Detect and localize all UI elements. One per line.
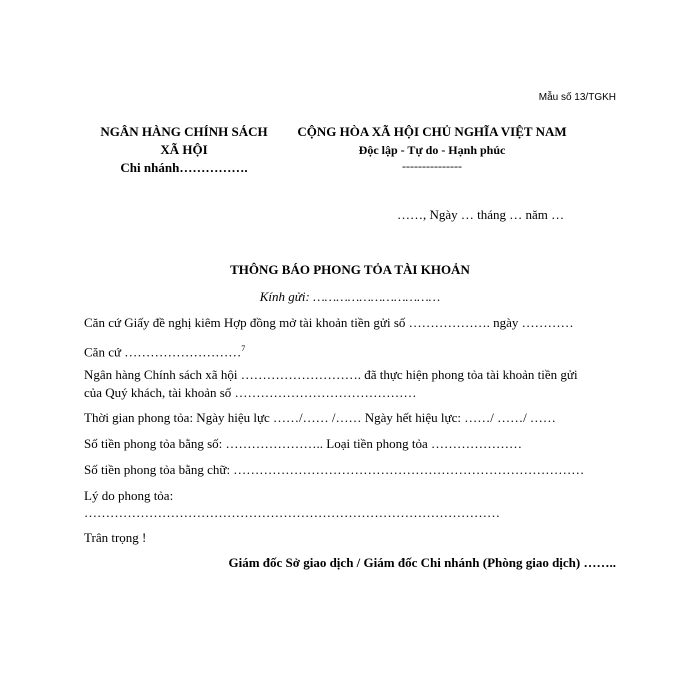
basis-line-1: Căn cứ Giấy đề nghị kiêm Hợp đồng mở tài khoản tiền gửi số ………………. ngày ………… (84, 315, 574, 330)
footnote-marker: 7 (241, 344, 246, 353)
national-header (287, 123, 577, 173)
bank-name-line2: XÃ HỘI (160, 142, 208, 157)
greeting-text: Kính gửi: …………………………… (259, 289, 441, 304)
date-line: ……, Ngày … tháng … năm … (397, 207, 565, 222)
basis-line-2 (84, 340, 245, 361)
basis-line-2-text: Căn cứ ……………………… (84, 344, 242, 360)
block-period-line: Thời gian phong tỏa: Ngày hiệu lực ……/…… /…… Ngày hết hiệu lực: ……/ ……/ …… (84, 410, 556, 425)
branch-line: Chi nhánh……………. (120, 160, 248, 175)
closing-line: Trân trọng ! (84, 530, 147, 545)
national-divider: --------------- (402, 159, 462, 173)
reason-label: Lý do phong tỏa: (84, 488, 174, 503)
reason-blank: …………………………………………………………………………………… (84, 505, 500, 520)
bank-header (84, 123, 284, 177)
block-notice-line-2: của Quý khách, tài khoản số …………………………………… (84, 385, 417, 400)
amount-words-line: Số tiền phong tỏa bằng chữ: ……………………………………………………………………… (84, 462, 585, 477)
page-title: THÔNG BÁO PHONG TỎA TÀI KHOẢN (230, 262, 470, 277)
block-notice-line-1: Ngân hàng Chính sách xã hội ………………………. đã thực hiện phong tỏa tài khoản tiền gửi (84, 367, 578, 382)
amount-number-line: Số tiền phong tỏa bằng số: ………………….. Loại tiền phong tỏa ………………… (84, 436, 522, 451)
bank-name-line1: NGÂN HÀNG CHÍNH SÁCH (100, 124, 268, 139)
national-title: CỘNG HÒA XÃ HỘI CHỦ NGHĨA VIỆT NAM (297, 124, 567, 139)
greeting (0, 289, 700, 305)
national-motto: Độc lập - Tự do - Hạnh phúc (358, 143, 506, 157)
form-code: Mẫu số 13/TGKH (538, 92, 616, 103)
signature-line: Giám đốc Sở giao dịch / Giám đốc Chi nhánh (Phòng giao dịch) …….. (228, 555, 616, 570)
